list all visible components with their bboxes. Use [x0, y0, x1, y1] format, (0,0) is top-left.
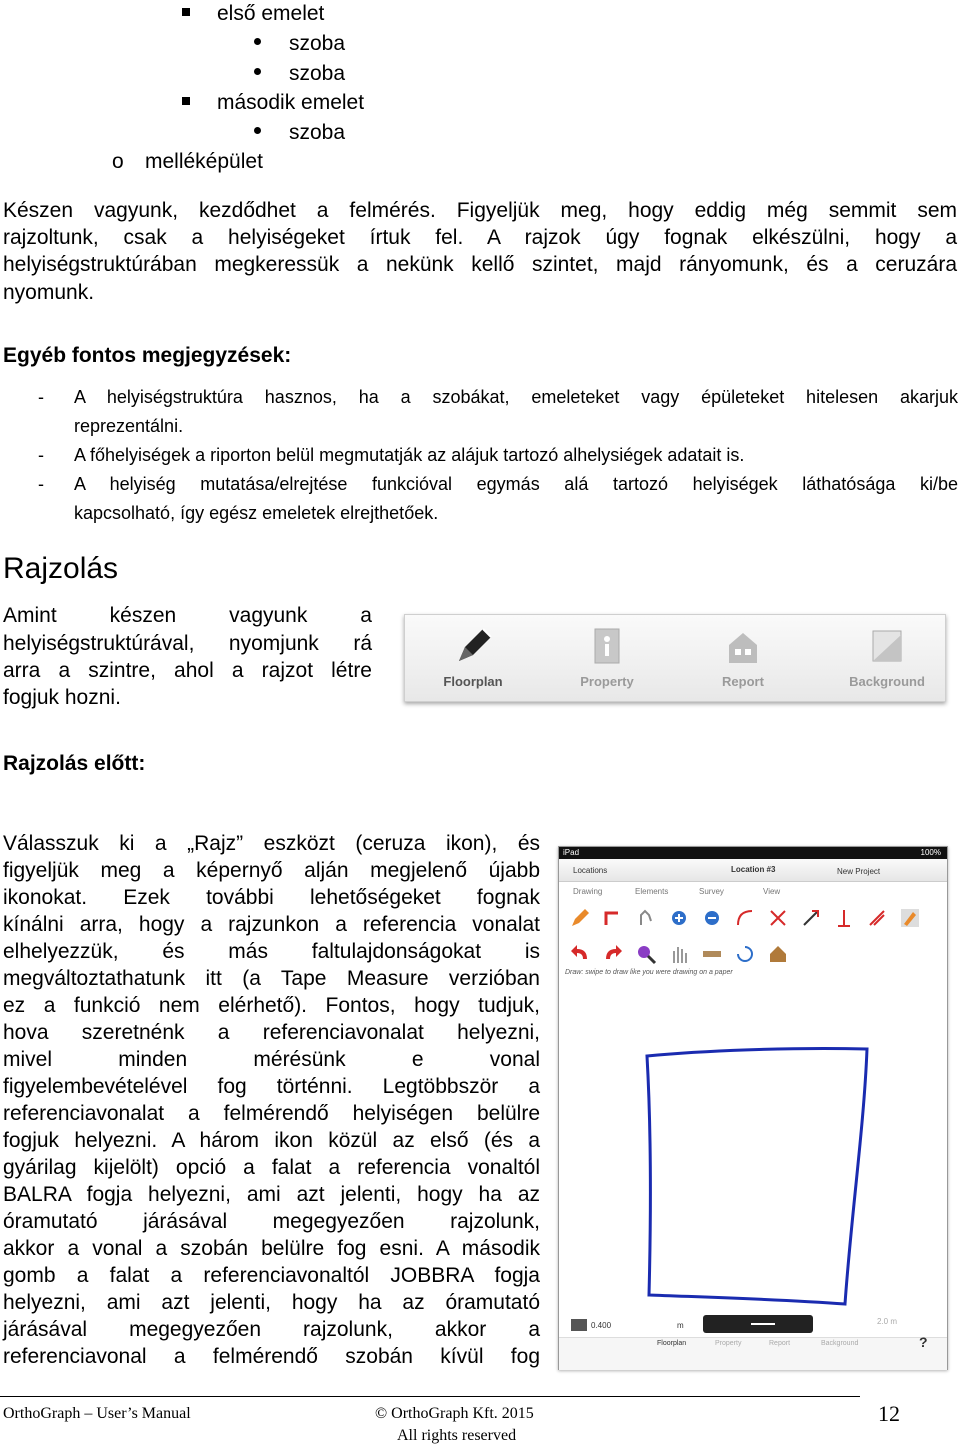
before-line: elhelyezzük, és más faltulajdonságokat is: [3, 940, 540, 963]
section-title: Rajzolás: [3, 552, 119, 585]
page-number: 12: [878, 1401, 900, 1426]
intro-line: rajzoltunk, csak a helyiségeket írtuk fel. A rajzok úgy fognak elkészülni, hogy a: [3, 226, 957, 249]
before-line: BALRA fogja helyezni, ami azt jelenti, hogy ha az: [3, 1183, 540, 1206]
measure-label: 2.0 m: [877, 1317, 898, 1326]
drawing-line: Amint készen vagyunk a: [3, 604, 372, 627]
rotate-icon[interactable]: [734, 943, 756, 965]
note-item: A helyiség mutatása/elrejtése funkcióval egymás alá tartozó helyiségek láthatósága ki/be: [74, 474, 958, 494]
intro-line: helyiségstruktúrában megkeressük a nekünk kellő szintet, majd rányomunk, és a ceruzára: [3, 253, 957, 276]
intro-line: Készen vagyunk, kezdődhet a felmérés. Figyeljük meg, hogy eddig még semmit sem: [3, 199, 957, 222]
note-item: A helyiségstruktúra hasznos, ha a szobákat, emeleteket vagy épületeket hitelesen akarjuk: [74, 387, 958, 407]
outline-outbuilding: melléképület: [145, 150, 263, 173]
ipad-floorplan-button[interactable]: Floorplan: [657, 1340, 687, 1347]
outline-floor1: első emelet: [217, 2, 325, 25]
info-document-icon: [585, 625, 629, 669]
before-line: akkor a vonal a szobán belülre fog esni. A második: [3, 1237, 540, 1260]
hint-text: Draw: swipe to draw like you were drawing on a paper: [565, 969, 733, 976]
unit-label: m: [677, 1321, 684, 1330]
building-icon: [569, 1315, 589, 1333]
perpendicular-icon[interactable]: [833, 907, 855, 929]
house-icon[interactable]: [767, 943, 789, 965]
readout-value: 0.400: [591, 1321, 612, 1330]
add-point-icon[interactable]: [668, 907, 690, 929]
tool-row-1: [569, 907, 941, 935]
background-button[interactable]: [837, 625, 937, 689]
tab-survey[interactable]: Survey: [699, 887, 724, 896]
before-line: referenciavonalat a felmérendő helyiségen belülre: [3, 1102, 540, 1125]
floorplan-button[interactable]: [433, 625, 513, 689]
pencil-icon[interactable]: [569, 907, 591, 929]
report-label: Report: [722, 674, 764, 689]
outline-floor2: második emelet: [217, 91, 365, 114]
outline-room1: szoba: [289, 32, 346, 55]
remove-point-icon[interactable]: [701, 907, 723, 929]
property-button[interactable]: [567, 625, 647, 689]
drawn-room-shape: [647, 1048, 867, 1304]
before-line: Válasszuk ki a „Rajz” eszközt (ceruza ikon), és: [3, 832, 540, 855]
undo-icon[interactable]: [569, 943, 591, 965]
drawing-line: fogjuk hozni.: [3, 686, 121, 709]
tool-row-2: [569, 943, 809, 971]
dot-bullet-icon: [254, 68, 261, 75]
carrier-label: iPad: [563, 848, 580, 857]
dash-bullet: -: [38, 387, 44, 407]
ipad-bottom-toolbar: [559, 1334, 947, 1370]
square-bullet-icon: [182, 8, 190, 16]
ipad-measure-bar: [559, 1307, 947, 1337]
redo-icon[interactable]: [602, 943, 624, 965]
ipad-nav-bar: [559, 859, 947, 882]
ipad-report-button[interactable]: Report: [769, 1340, 791, 1347]
outline-room2: szoba: [289, 62, 346, 85]
toolbar-screenshot: [404, 614, 946, 702]
drawing-canvas[interactable]: [559, 977, 947, 1307]
note-item: kapcsolható, így egész emeletek elrejthetőek.: [74, 503, 439, 523]
before-line: megváltoztathatunk itt (a Tape Measure verzióban: [3, 967, 540, 990]
before-line: gomb a falat a referenciavonaltól JOBBRA fogja: [3, 1264, 540, 1287]
help-button[interactable]: ?: [919, 1334, 928, 1350]
outline-marker: o: [112, 150, 124, 173]
before-line: óramutató járásával megegyezően rajzolunk,: [3, 1210, 540, 1233]
before-line: figyelembevételével fog történni. Legtöbbször a: [3, 1075, 540, 1098]
footer-rights: All rights reserved: [397, 1427, 517, 1444]
wall-icon[interactable]: [701, 943, 723, 965]
dot-bullet-icon: [254, 127, 261, 134]
wall-left-icon[interactable]: [602, 907, 624, 929]
locations-button[interactable]: Locations: [573, 866, 608, 875]
new-project-button[interactable]: New Project: [837, 867, 881, 876]
split-icon[interactable]: [767, 907, 789, 929]
pan-hand-icon[interactable]: [668, 943, 690, 965]
pen-edit-icon[interactable]: [899, 907, 921, 929]
tab-view[interactable]: View: [763, 887, 781, 896]
footer-rule: [0, 1396, 860, 1397]
hand-icon[interactable]: [635, 907, 657, 929]
note-item: reprezentálni.: [74, 416, 184, 436]
dash-bullet: -: [38, 474, 44, 494]
square-bullet-icon: [182, 97, 190, 105]
line-style-selector[interactable]: [703, 1315, 813, 1333]
ipad-property-button[interactable]: Property: [715, 1340, 742, 1347]
curve-icon[interactable]: [734, 907, 756, 929]
before-line: kínálni arra, hogy a rajzunkon a referencia vonalat: [3, 913, 540, 936]
ipad-background-button[interactable]: Background: [821, 1340, 859, 1347]
before-line: hova szeretnénk a referenciavonalat helyezni,: [3, 1021, 540, 1044]
note-item: A főhelyiségek a riporton belül megmutatják az alájuk tartozó alhelysiégek adatait is.: [74, 445, 745, 465]
pencil-icon: [451, 625, 495, 669]
notes-heading: Egyéb fontos megjegyzések:: [3, 344, 292, 367]
before-line: ez a funkció nem elérhető). Fontos, hogy tudjuk,: [3, 994, 540, 1017]
intro-line: nyomunk.: [3, 281, 95, 304]
before-heading: Rajzolás előtt:: [3, 752, 146, 775]
before-line: helyezni, ami azt jelenti, hogy ha az óramutató: [3, 1291, 540, 1314]
before-line: ikonokat. Ezek további lehetőségeket fognak: [3, 886, 540, 909]
tab-elements[interactable]: Elements: [635, 887, 669, 896]
angle-icon[interactable]: [800, 907, 822, 929]
before-line: mivel minden mérésünk e vonal: [3, 1048, 540, 1071]
ipad-tabs: [559, 883, 947, 899]
dash-bullet: -: [38, 445, 44, 465]
before-line: járásával megegyezően rajzolunk, akkor a: [3, 1318, 540, 1341]
background-icon: [865, 625, 909, 669]
magnifier-icon[interactable]: [635, 943, 657, 965]
ipad-screenshot: [558, 846, 948, 1370]
before-paragraph: [3, 830, 540, 1370]
ipad-status-bar: [559, 847, 947, 859]
battery-label: 100%: [920, 848, 941, 857]
dot-bullet-icon: [254, 38, 261, 45]
footer-left: OrthoGraph – User’s Manual: [3, 1405, 191, 1422]
location-title: Location #3: [731, 865, 776, 874]
footer-copyright: © OrthoGraph Kft. 2015: [375, 1405, 534, 1422]
before-line: figyeljük meg a képernyő alján megjelenő újabb: [3, 859, 540, 882]
line-style-icon: [751, 1323, 775, 1325]
report-button[interactable]: [703, 625, 783, 689]
floorplan-label: Floorplan: [443, 674, 503, 689]
tab-drawing[interactable]: Drawing: [573, 887, 603, 896]
drawing-line: helyiségstruktúrával, nyomjunk rá: [3, 632, 372, 655]
house-icon: [721, 625, 765, 669]
before-line: referenciavonal a felmérendő szobán kívül fog: [3, 1345, 540, 1368]
parallel-icon[interactable]: [866, 907, 888, 929]
outline-room3: szoba: [289, 121, 346, 144]
background-label: Background: [849, 674, 925, 689]
drawing-line: arra a szintre, ahol a rajzot létre: [3, 659, 372, 682]
before-line: gyárilag kijelölt) opció a falat a referencia vonaltól: [3, 1156, 540, 1179]
property-label: Property: [580, 674, 634, 689]
before-line: fogjuk helyezni. A három ikon közül az első (és a: [3, 1129, 540, 1152]
